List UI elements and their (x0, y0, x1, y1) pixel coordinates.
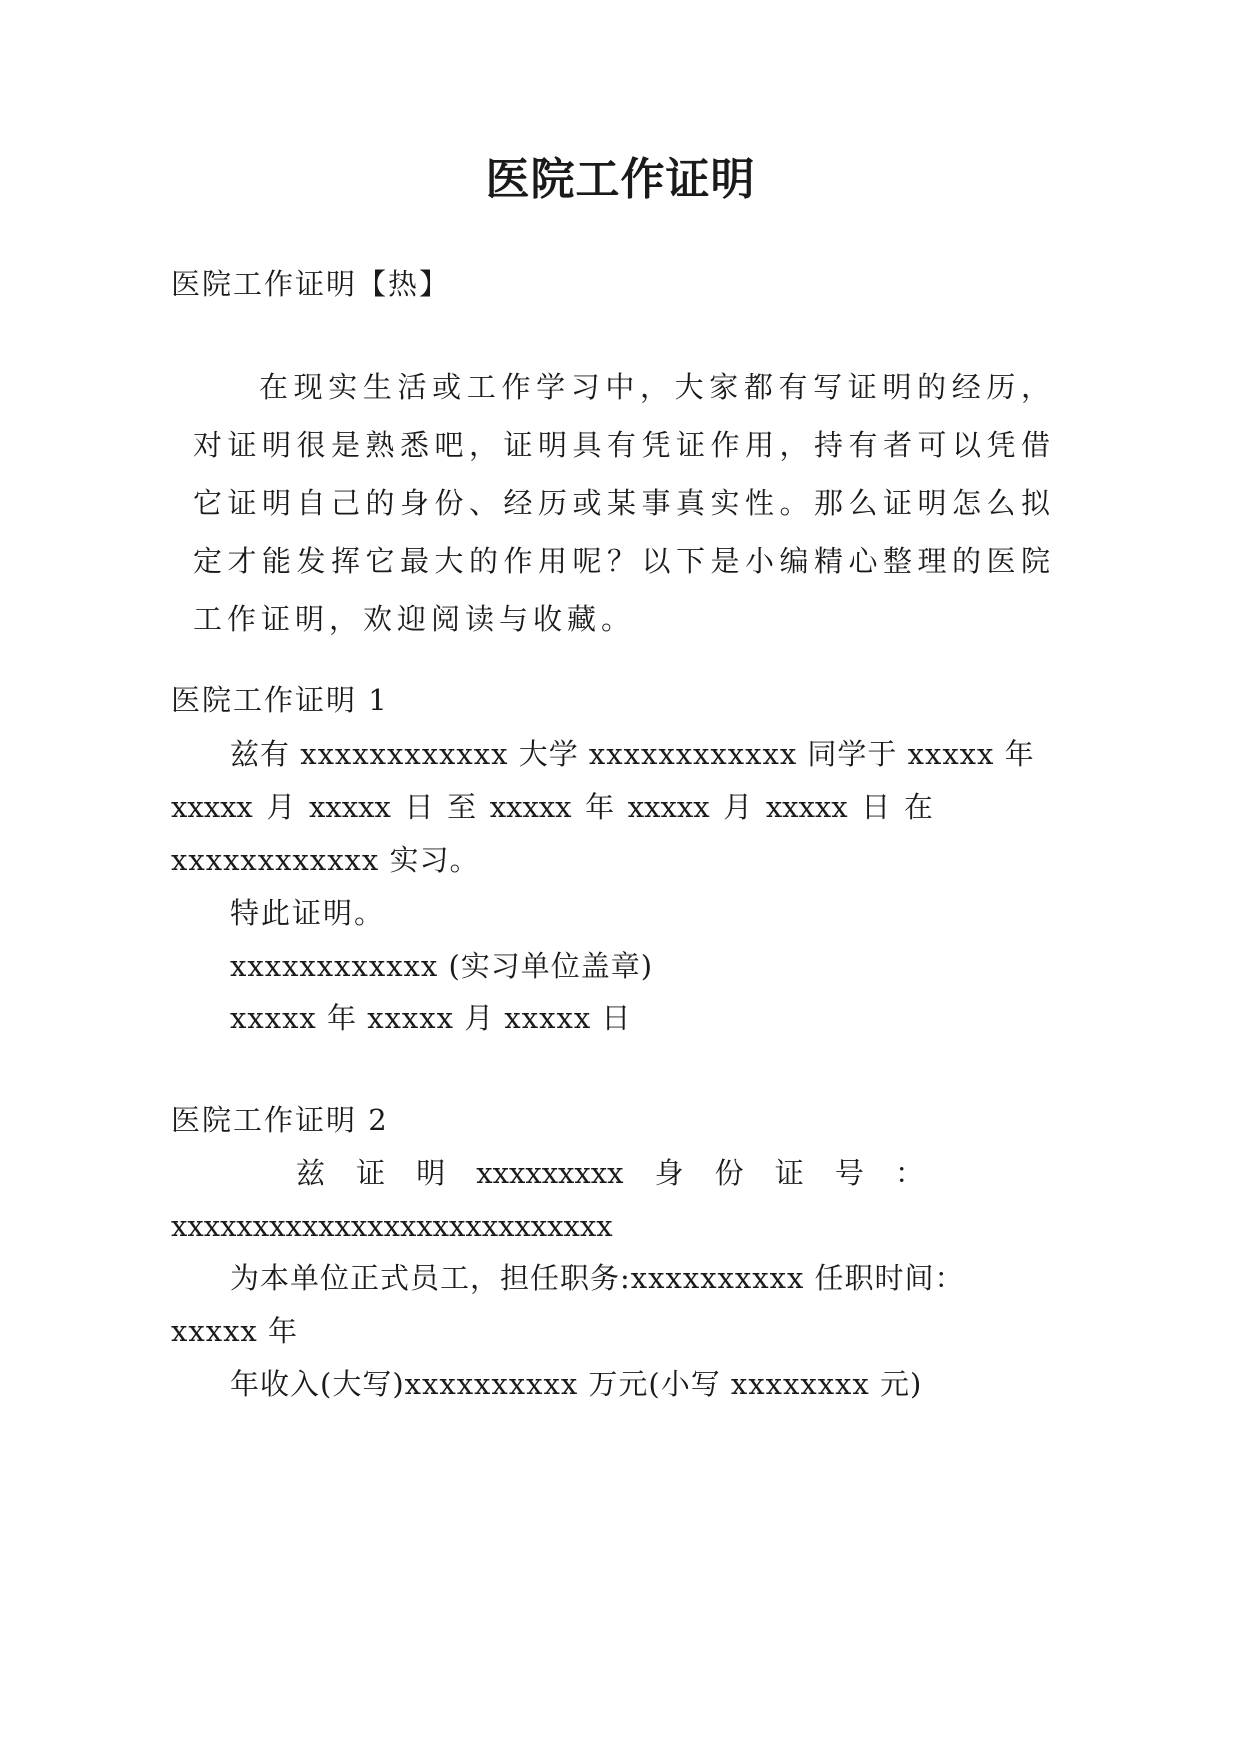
word: 兹 (296, 1156, 326, 1190)
section2-line2: xxxxxxxxxxxxxxxxxxxxxxxxxxx (171, 1209, 613, 1243)
word: 年 (585, 790, 615, 824)
section2-line3: 为本单位正式员工，担任职务:xxxxxxxxxx 任职时间： (230, 1261, 965, 1295)
section1-line2 (171, 787, 933, 827)
section2-line4: xxxxx 年 (171, 1314, 298, 1348)
word: 至 (447, 790, 477, 824)
word: 月 (266, 790, 296, 824)
word: 身 (654, 1156, 684, 1190)
word: 日 (404, 790, 434, 824)
word: ： (894, 1156, 924, 1190)
word: xxxxx (489, 790, 572, 824)
word: 证 (774, 1156, 804, 1190)
word: 号 (834, 1156, 864, 1190)
word: 明 (416, 1156, 446, 1190)
section2-line1 (296, 1153, 924, 1193)
section1-heading: 医院工作证明 1 (171, 683, 389, 717)
word: xxxxxxxxx (476, 1156, 624, 1190)
word: xxxxx (171, 790, 253, 824)
section2-heading: 医院工作证明 2 (171, 1103, 389, 1137)
section2-line5: 年收入(大写)xxxxxxxxxx 万元(小写 xxxxxxxx 元) (230, 1367, 923, 1401)
word: xxxxx (309, 790, 391, 824)
document-subtitle: 医院工作证明【热】 (171, 267, 451, 301)
section1-line4: 特此证明。 (230, 896, 386, 930)
word: 证 (356, 1156, 386, 1190)
word: 在 (903, 790, 933, 824)
word: 份 (714, 1156, 744, 1190)
word: xxxxx (765, 790, 848, 824)
section1-line3: xxxxxxxxxxxx 实习。 (171, 843, 480, 877)
section1-line5: xxxxxxxxxxxx (实习单位盖章) (230, 949, 654, 983)
section1-line6: xxxxx 年 xxxxx 月 xxxxx 日 (230, 1001, 632, 1035)
document-title: 医院工作证明 (485, 154, 756, 205)
word: xxxxx (627, 790, 710, 824)
word: 日 (861, 790, 891, 824)
word: 月 (723, 790, 753, 824)
intro-paragraph: 在现实生活或工作学习中，大家都有写证明的经历，对证明很是熟悉吧，证明具有凭证作用，持有者可以凭借它证明自己的身份、经历或某事真实性。那么证明怎么拟定才能发挥它最大的作用呢？以下是小编精心整理的医院工作证明，欢迎阅读与收藏。 (193, 370, 1055, 636)
section1-line1: 兹有 xxxxxxxxxxxx 大学 xxxxxxxxxxxx 同学于 xxxxx 年 (230, 737, 1035, 771)
